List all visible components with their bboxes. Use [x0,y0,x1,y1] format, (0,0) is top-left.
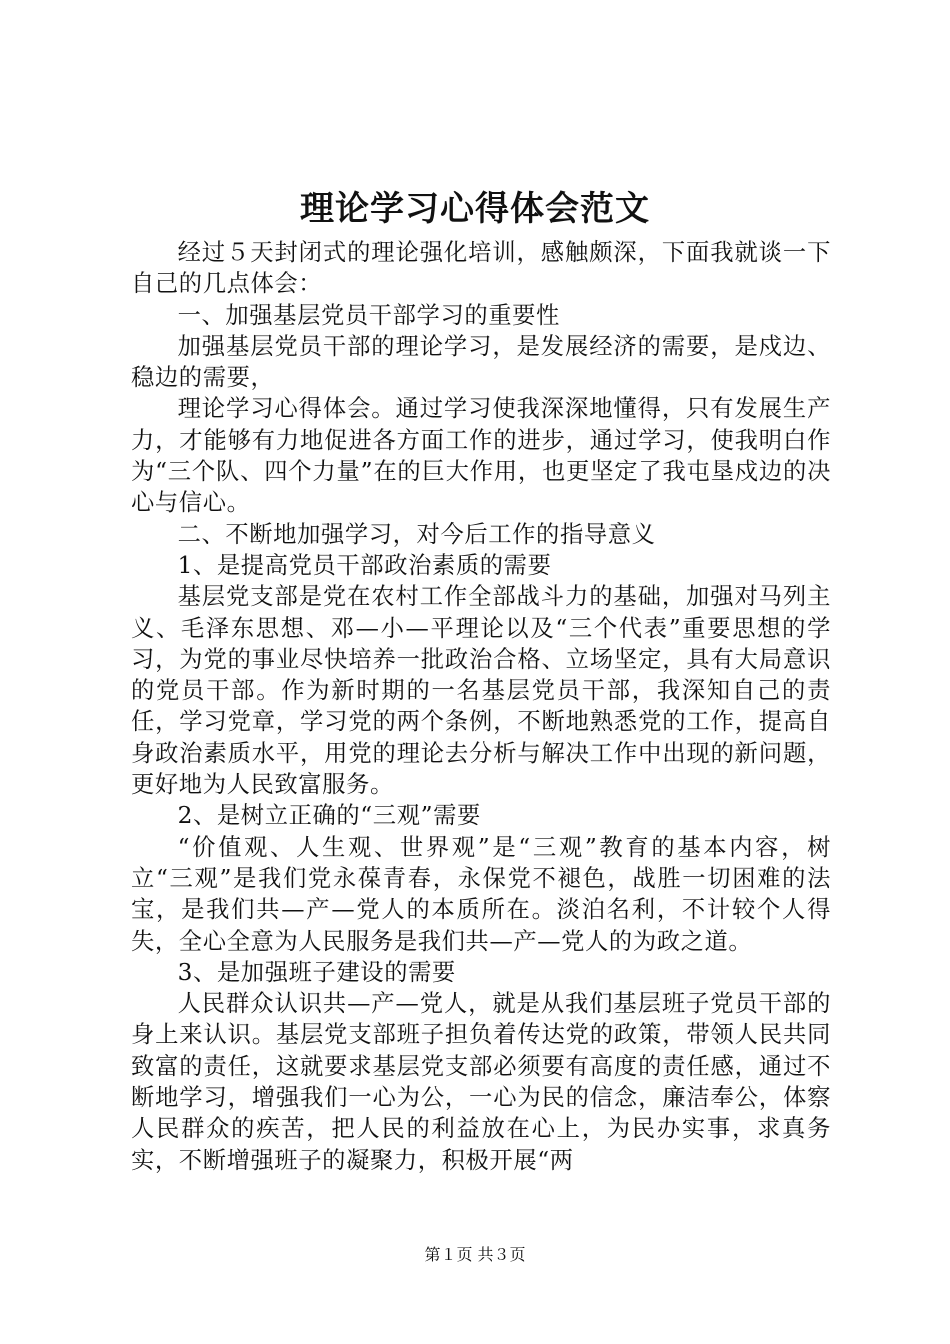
paragraph: 基层党支部是党在农村工作全部战斗力的基础，加强对马列主义、毛泽东思想、邓—小—平理论以及“三个代表”重要思想的学习，为党的事业尽快培养一批政治合格、立场坚定，具有大局意识的党员干部。作为新时期的一名基层党员干部，我深知自己的责任，学习党章，学习党的两个条例，不断地熟悉党的工作，提高自身政治素质水平，用党的理论去分析与解决工作中出现的新问题，更好地为人民致富服务。 [131,583,831,799]
paragraph-intro: 经过５天封闭式的理论强化培训，感触颇深，下面我就谈一下自己的几点体会： [131,239,831,298]
paragraph: 理论学习心得体会。通过学习使我深深地懂得，只有发展生产力，才能够有力地促进各方面工作的进步，通过学习，使我明白作为“三个队、四个力量”在的巨大作用，也更坚定了我屯垦戍边的决心与信心。 [131,395,831,517]
subheading-1: 1、是提高党员干部政治素质的需要 [177,551,552,579]
subheading-3: 3、是加强班子建设的需要 [177,958,456,986]
paragraph: “价值观、人生观、世界观”是“三观”教育的基本内容，树立“三观”是我们党永葆青春，永保党不褪色，战胜一切困难的法宝，是我们共—产—党人的本质所在。淡泊名利，不计较个人得失，全心全意为人民服务是我们共—产—党人的为政之道。 [131,833,831,955]
subheading-2: 2、是树立正确的“三观”需要 [177,802,481,830]
heading-section-1: 一、加强基层党员干部学习的重要性 [177,301,560,329]
paragraph: 加强基层党员干部的理论学习，是发展经济的需要，是戍边、稳边的需要， [131,332,831,392]
page-footer: 第１页 共３页 [424,1245,526,1264]
heading-section-2: 二、不断地加强学习，对今后工作的指导意义 [177,520,656,548]
document-body [131,237,831,1176]
document-title: 理论学习心得体会范文 [300,189,650,229]
paragraph: 人民群众认识共—产—党人，就是从我们基层班子党员干部的身上来认识。基层党支部班子担负着传达党的政策，带领人民共同致富的责任，这就要求基层党支部必须要有高度的责任感，通过不断地学习，增强我们一心为公，一心为民的信念，廉洁奉公，体察人民群众的疾苦，把人民的利益放在心上，为民办实事，求真务实，不断增强班子的凝聚力，积极开展“两 [131,990,831,1174]
